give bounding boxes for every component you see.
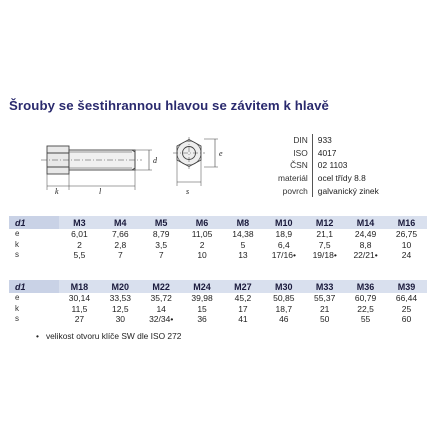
table-cell: 60 bbox=[401, 314, 412, 325]
table-cell: 24 bbox=[401, 250, 412, 261]
spec-table bbox=[278, 134, 379, 197]
spec-value: galvanický zinek bbox=[317, 185, 379, 196]
table-cell: 11,5 bbox=[71, 303, 88, 314]
spec-key: materiál bbox=[278, 172, 312, 185]
header-cell: M8 bbox=[223, 216, 264, 229]
spec-row bbox=[278, 184, 379, 197]
table-cell: 14,38 bbox=[232, 229, 254, 240]
header-cell: M33 bbox=[304, 280, 345, 293]
bolt-drawing bbox=[8, 128, 240, 200]
table-row bbox=[9, 293, 427, 304]
table-cell: 60,79 bbox=[354, 293, 377, 304]
table-cell: 39,98 bbox=[191, 293, 213, 304]
spec-key: povrch bbox=[278, 184, 312, 197]
table-cell: 41 bbox=[238, 314, 248, 325]
table-cell: 45,2 bbox=[234, 293, 252, 304]
header-cell: M24 bbox=[182, 280, 223, 293]
spec-row bbox=[278, 134, 379, 147]
header-cell: M20 bbox=[100, 280, 141, 293]
table-cell: 17 bbox=[238, 303, 248, 314]
header-cell: M18 bbox=[59, 280, 100, 293]
table-cell: 46 bbox=[279, 314, 289, 325]
table-cell: 15 bbox=[197, 303, 207, 314]
table-cell: 18,9 bbox=[275, 229, 293, 240]
footnote bbox=[36, 331, 181, 341]
table-header-row bbox=[9, 216, 427, 229]
label-s: s bbox=[186, 187, 190, 196]
table-cell: 10 bbox=[401, 239, 412, 250]
table-cell: 7 bbox=[117, 250, 123, 261]
header-cell: M6 bbox=[182, 216, 223, 229]
table-cell: 14 bbox=[156, 303, 166, 314]
header-cell: M10 bbox=[263, 216, 304, 229]
header-cell: M14 bbox=[345, 216, 386, 229]
table-cell: 7 bbox=[158, 250, 164, 261]
header-cell: M3 bbox=[59, 216, 100, 229]
table-cell: 50,85 bbox=[273, 293, 295, 304]
table-cell: 25 bbox=[401, 303, 412, 314]
table-cell: 22/21• bbox=[353, 250, 378, 261]
table-cell: 33,53 bbox=[109, 293, 131, 304]
table-cell: 18,7 bbox=[275, 303, 293, 314]
spec-value: 02 1103 bbox=[317, 160, 348, 171]
table-cell: 66,44 bbox=[395, 293, 418, 304]
table-cell: 7,5 bbox=[318, 239, 331, 250]
table-cell: 3,5 bbox=[155, 239, 168, 250]
table-cell: 8,79 bbox=[152, 229, 170, 240]
header-cell: M30 bbox=[263, 280, 304, 293]
table-cell: 26,75 bbox=[395, 229, 418, 240]
bolt-front-view bbox=[173, 137, 218, 186]
table-cell: 22,5 bbox=[357, 303, 374, 314]
page-title: Šrouby se šestihrannou hlavou se závitem k hlavě bbox=[9, 98, 329, 113]
label-e: e bbox=[219, 149, 223, 158]
bolt-side-view bbox=[41, 146, 152, 190]
table-cell: 7,66 bbox=[112, 229, 129, 240]
table-cell: 55 bbox=[360, 314, 371, 325]
table-row bbox=[9, 240, 427, 251]
spec-row bbox=[278, 172, 379, 185]
table-cell: 55,37 bbox=[314, 293, 336, 304]
table-cell: 6,4 bbox=[277, 239, 290, 250]
table-cell: 50 bbox=[319, 314, 330, 325]
table-cell: 6,01 bbox=[71, 229, 88, 240]
table-cell: 8,8 bbox=[359, 239, 372, 250]
table-cell: 36 bbox=[197, 314, 207, 325]
table-cell: 32/34• bbox=[149, 314, 174, 325]
table-cell: 2 bbox=[199, 239, 205, 250]
table-cell: 17/16• bbox=[271, 250, 296, 261]
header-cell: M36 bbox=[345, 280, 386, 293]
header-cell: M39 bbox=[386, 280, 427, 293]
table-cell: 30 bbox=[115, 314, 126, 325]
table-row bbox=[9, 314, 427, 325]
table-cell: 21,1 bbox=[316, 229, 333, 240]
header-cell: M4 bbox=[100, 216, 141, 229]
table-cell: 27 bbox=[74, 314, 85, 325]
header-cell: M16 bbox=[386, 216, 427, 229]
table-row bbox=[9, 250, 427, 261]
spec-key: DIN bbox=[278, 134, 312, 147]
table-cell: 30,14 bbox=[68, 293, 91, 304]
label-k: k bbox=[55, 187, 59, 196]
row-key: e bbox=[15, 293, 20, 303]
table-cell: 35,72 bbox=[150, 293, 172, 304]
spec-value: 933 bbox=[317, 135, 332, 146]
row-key: d1 bbox=[9, 280, 59, 293]
row-key: e bbox=[15, 229, 20, 239]
table-header-row bbox=[9, 280, 427, 293]
dimension-table-1 bbox=[9, 216, 427, 261]
header-cell: M27 bbox=[223, 280, 264, 293]
row-key: s bbox=[15, 314, 19, 324]
footnote-text: velikost otvoru klíče SW dle ISO 272 bbox=[45, 331, 182, 341]
spec-row bbox=[278, 147, 379, 160]
table-cell: 2,8 bbox=[114, 239, 127, 250]
row-key: d1 bbox=[9, 216, 59, 229]
header-cell: M22 bbox=[141, 280, 182, 293]
table-cell: 5 bbox=[240, 239, 246, 250]
table-cell: 13 bbox=[238, 250, 248, 261]
spec-row bbox=[278, 159, 379, 172]
table-cell: 2 bbox=[77, 239, 82, 250]
table-row bbox=[9, 304, 427, 315]
label-l: l bbox=[99, 187, 102, 196]
spec-key: ISO bbox=[278, 147, 312, 160]
label-d: d bbox=[153, 156, 157, 165]
table-cell: 19/18• bbox=[312, 250, 337, 261]
table-cell: 12,5 bbox=[112, 303, 129, 314]
header-cell: M12 bbox=[304, 216, 345, 229]
table-row bbox=[9, 229, 427, 240]
footnote-bullet: • bbox=[36, 331, 39, 341]
row-key: k bbox=[15, 239, 19, 249]
table-cell: 24,49 bbox=[354, 229, 377, 240]
row-key: s bbox=[15, 250, 19, 260]
table-cell: 11,05 bbox=[191, 229, 213, 240]
spec-key: ČSN bbox=[278, 159, 312, 172]
table-cell: 21 bbox=[319, 303, 330, 314]
spec-value: 4017 bbox=[317, 147, 337, 158]
table-cell: 5,5 bbox=[73, 250, 86, 261]
spec-value: ocel třídy 8.8 bbox=[317, 173, 366, 184]
row-key: k bbox=[15, 303, 19, 313]
table-cell: 10 bbox=[197, 250, 207, 261]
dimension-table-2 bbox=[9, 280, 427, 325]
header-cell: M5 bbox=[141, 216, 182, 229]
